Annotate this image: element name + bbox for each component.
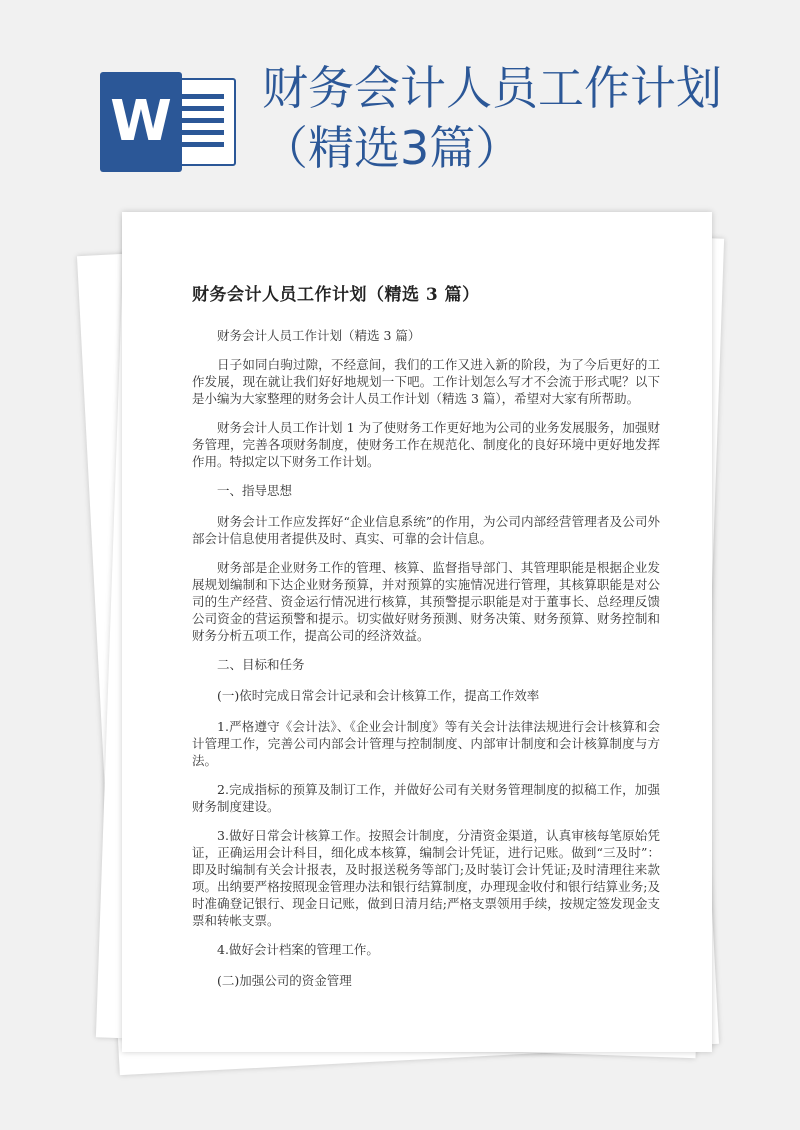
document-paragraph: 4.做好会计档案的管理工作。: [217, 942, 379, 957]
word-icon-letter: W: [100, 72, 182, 172]
document-paragraph: 财务会计工作应发挥好“企业信息系统”的作用，为公司内部经营管理者及公司外部会计信息使用者提供及时、真实、可靠的会计信息。: [192, 514, 660, 546]
document-paragraph: 3.做好日常会计核算工作。按照会计制度，分清资金渠道，认真审核每笔原始凭证，正确运用会计科目，细化成本核算，编制会计凭证，进行记账。做到“三及时”：即及时编制有关会计报表，及时报送税务等部门;及时装订会计凭证;及时清理往来款项。出纳要严格按照现金管理办法和银行结算制度，办理现金收付和银行结算业务;及时准确登记银行、现金日记账，做到日清月结;严格支票领用手续，按规定签发现金支票和转帐支票。: [192, 828, 660, 928]
section-heading: 二、目标和任务: [217, 657, 305, 672]
section-heading: 一、指导思想: [217, 483, 293, 498]
document-paragraph: 财务会计人员工作计划 1 为了使财务工作更好地为公司的业务发展服务，加强财务管理，完善各项财务制度，使财务工作在规范化、制度化的良好环境中更好地发挥作用。特拟定以下财务工作计划。: [192, 420, 660, 469]
page-title: 财务会计人员工作计划（精选3篇）: [262, 61, 722, 175]
subsection-heading: (一)依时完成日常会计记录和会计核算工作，提高工作效率: [217, 688, 540, 703]
document-page: [122, 212, 712, 1052]
document-paragraph: 财务会计人员工作计划（精选 3 篇）: [217, 328, 421, 343]
subsection-heading: (二)加强公司的资金管理: [217, 973, 352, 988]
document-paragraph: 日子如同白驹过隙，不经意间，我们的工作又进入新的阶段，为了今后更好的工作发展，现在就让我们好好地规划一下吧。工作计划怎么写才不会流于形式呢？以下是小编为大家整理的财务会计人员工作计划（精选 3 篇），希望对大家有所帮助。: [192, 357, 660, 406]
word-document-icon: [100, 72, 240, 172]
document-paragraph: 财务部是企业财务工作的管理、核算、监督指导部门、其管理职能是根据企业发展规划编制和下达企业财务预算，并对预算的实施情况进行管理，其核算职能是对公司的生产经营、资金运行情况进行核算，其预警提示职能是对于董事长、总经理反馈公司资金的营运预警和提示。切实做好财务预测、财务决策、财务预算、财务控制和财务分析五项工作，提高公司的经济效益。: [192, 560, 660, 643]
document-paragraph: 2.完成指标的预算及制订工作，并做好公司有关财务管理制度的拟稿工作，加强财务制度建设。: [192, 782, 660, 814]
document-paragraph: 1.严格遵守《会计法》、《企业会计制度》等有关会计法律法规进行会计核算和会计管理工作，完善公司内部会计管理与控制制度、内部审计制度和会计核算制度与方法。: [192, 719, 660, 768]
document-heading: 财务会计人员工作计划（精选 3 篇）: [192, 285, 480, 305]
